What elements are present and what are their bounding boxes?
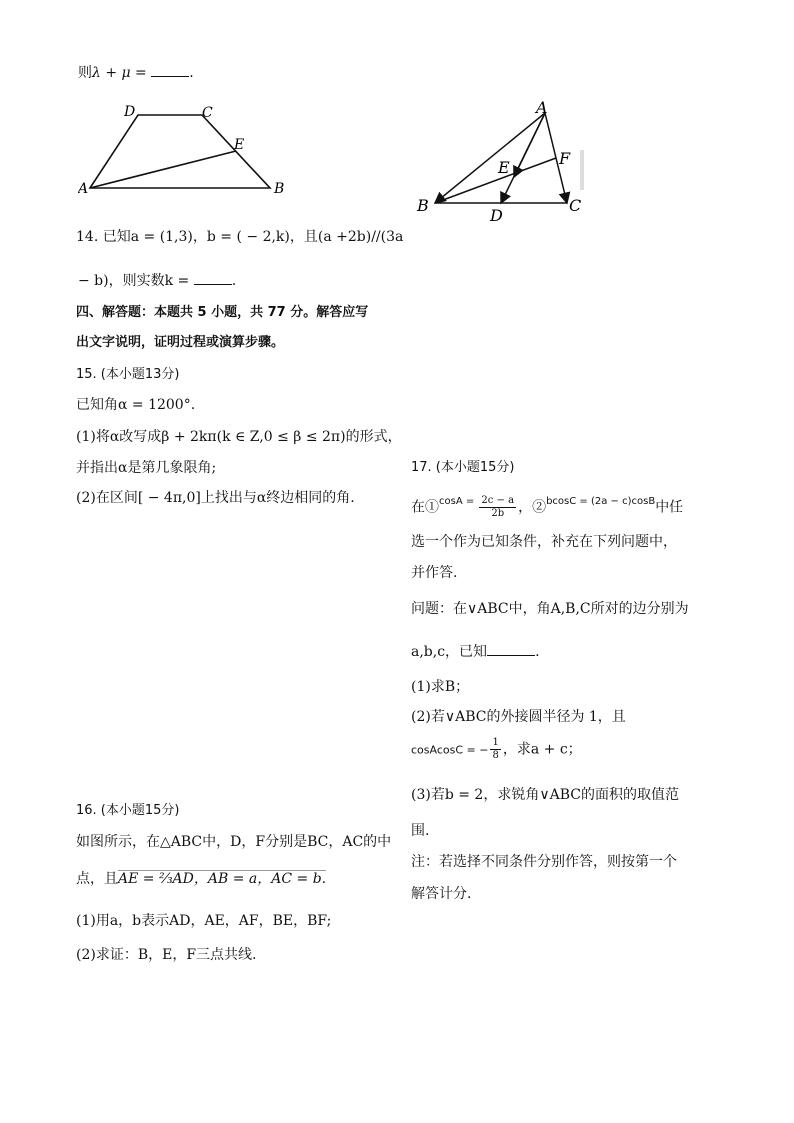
tri-label-b: B: [417, 196, 429, 215]
vector-ab: [435, 113, 545, 203]
tri-label-f: F: [559, 149, 571, 168]
q14-line2-text: − b)，则实数k =: [78, 273, 194, 289]
label-d: D: [124, 105, 136, 120]
segment-bf: [435, 158, 556, 203]
tri-label-a: A: [536, 98, 548, 117]
q14-answer-blank[interactable]: [194, 272, 232, 285]
q14-suffix: .: [231, 273, 237, 289]
q17-cond-suffix: 中任: [655, 499, 684, 516]
q17-cond-prefix: 在①: [411, 499, 439, 516]
q13-expression: λ + μ =: [92, 65, 152, 81]
q17-line3: 并作答.: [411, 565, 458, 581]
segment-ae: [90, 151, 236, 188]
q15-intro: 已知角α = 1200°.: [76, 397, 196, 413]
q16-vector-relations: AE = ⅔AD，AB = a，AC = b.: [118, 871, 327, 887]
q17-cond1-lhs: cosA =: [439, 496, 478, 507]
q13-answer-line: [78, 64, 194, 81]
tri-label-e: E: [498, 158, 510, 177]
q17-note-line2: 解答计分.: [411, 886, 472, 902]
tri-label-c: C: [569, 196, 582, 215]
q16-part2: (2)求证：B，E，F三点共线.: [76, 947, 257, 963]
q17-line2: 选一个作为已知条件，补充在下列问题中，: [411, 534, 677, 550]
label-e: E: [234, 137, 245, 153]
q17-part2-numerator: 1: [492, 737, 499, 748]
q15-part1-line1: (1)将α改写成β + 2kπ(k ∈ Z,0 ≤ β ≤ 2π)的形式，: [76, 429, 402, 445]
q17-cond1-numerator: 2c − a: [481, 495, 515, 506]
q17-conditions: [411, 496, 683, 519]
q17-line5-suffix: .: [535, 644, 540, 660]
q17-cond2: bcosC = (2a − c)cosB: [546, 496, 656, 507]
section4-heading-line2: 出文字说明，证明过程或演算步骤。: [76, 335, 285, 350]
q17-part1: (1)求B；: [411, 679, 470, 695]
q16-part1: (1)用a，b表示AD，AE，AF，BE，BF;: [76, 913, 332, 929]
label-a: A: [78, 181, 89, 195]
q16-line1: 如图所示，在△ABC中，D，F分别是BC，AC的中: [76, 834, 392, 850]
q17-note-line1: 注：若选择不同条件分别作答，则按第一个: [411, 854, 677, 870]
q17-part2-eq-lhs: cosAcosC = −: [411, 743, 489, 757]
q16-line2: [76, 870, 326, 887]
q14-line1: 14. 已知a = (1,3)，b = ( − 2,k)，且(a +2b)//(3a: [76, 229, 404, 245]
q15-header: 15. (本小题13分): [76, 367, 180, 382]
q17-part2-denominator: 8: [492, 750, 499, 761]
q17-cond1-denominator: 2b: [491, 508, 505, 519]
q17-line5: [411, 643, 540, 660]
q17-line4: 问题：在∨ABC中，角A,B,C所对的边分别为: [411, 601, 689, 617]
q17-condition-blank[interactable]: [487, 643, 535, 656]
q17-part2-eq-suffix: ，求a + c；: [502, 741, 582, 758]
q17-cond1-fraction: [479, 496, 516, 519]
label-c: C: [202, 105, 213, 121]
q17-part3-line1: (3)若b = 2，求锐角∨ABC的面积的取值范: [411, 787, 679, 803]
q13-answer-blank[interactable]: [151, 64, 189, 77]
q17-line5-text: a,b,c，已知: [411, 644, 488, 660]
q17-part2-equation: [411, 738, 582, 761]
q17-part2: (2)若∨ABC的外接圆半径为 1，且: [411, 709, 626, 725]
q17-cond-separator: ，②: [518, 499, 547, 516]
q17-header: 17. (本小题15分): [411, 460, 515, 475]
q17-part2-fraction: [490, 738, 500, 761]
q17-part3-line2: 围.: [411, 823, 430, 839]
scan-artifact: [580, 150, 584, 190]
label-b: B: [274, 181, 285, 195]
q13-prefix: 则: [78, 65, 92, 81]
q16-line2-prefix: 点，且: [76, 871, 118, 887]
tri-label-d: D: [490, 206, 503, 225]
q13-suffix: .: [189, 65, 194, 81]
trapezoid-figure: [78, 105, 298, 195]
q16-header: 16. (本小题15分): [76, 803, 180, 818]
q15-part1-line2: 并指出α是第几象限角;: [76, 460, 217, 476]
q15-part2: (2)在区间[ − 4π,0]上找出与α终边相同的角.: [76, 490, 355, 506]
section4-heading-line1: 四、解答题：本题共 5 小题，共 77 分。解答应写: [76, 305, 369, 320]
q14-line2: [78, 272, 236, 289]
triangle-figure: [412, 95, 597, 225]
